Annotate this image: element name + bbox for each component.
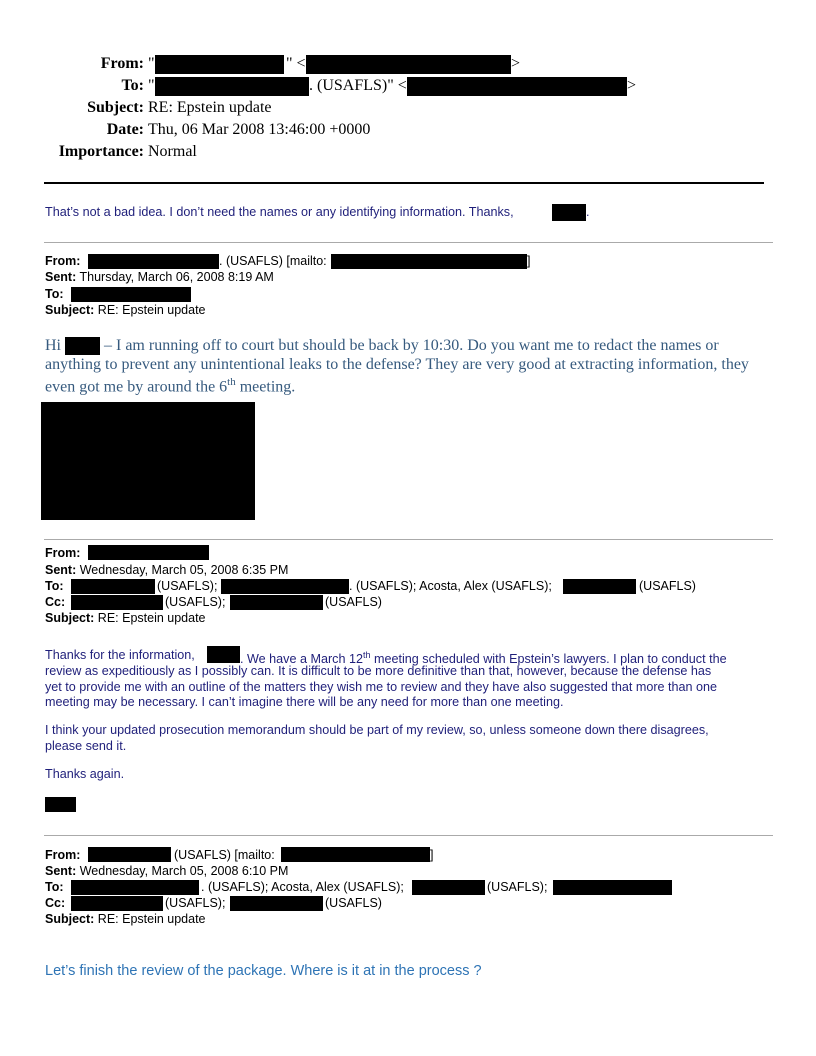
redaction-bar (71, 896, 163, 911)
body-line: even got me by around the 6th meeting. (45, 376, 296, 396)
to-quote-open: " (148, 77, 155, 94)
message-divider (44, 835, 773, 836)
importance-label: Importance: (58, 143, 144, 160)
redaction-bar (552, 204, 586, 221)
from-quote-open: " (148, 55, 155, 72)
message-divider (44, 242, 773, 243)
header-divider (44, 182, 764, 184)
sent-label: Sent: (45, 864, 77, 878)
to-label: To: (45, 287, 64, 301)
redaction-bar (230, 896, 323, 911)
redaction-signature (45, 797, 76, 812)
message-divider (44, 539, 773, 540)
to-part: (USAFLS); (157, 579, 218, 593)
redaction-bar (331, 254, 527, 269)
body-line: anything to prevent any unintentional leaks to the defense? They are very good at extracting information, they (45, 356, 749, 373)
redaction-bar (553, 880, 672, 895)
redaction-bar (230, 595, 323, 610)
redaction-bar (71, 287, 191, 302)
body-line: yet to provide me with an outline of the matters they wish me to review and they have also suggested that more than one (45, 680, 718, 694)
redaction-bar (563, 579, 636, 594)
to-label: To: (121, 77, 144, 94)
body-line: – I am running off to court but should be back by 10:30. Do you want me to redact the names or (104, 337, 719, 354)
importance-value: Normal (148, 143, 197, 160)
body-line: Let’s finish the review of the package. Where is it at in the process ? (45, 963, 482, 979)
redaction-block (41, 402, 255, 520)
body-line: review as expeditiously as I possibly can. It is difficult to be more definitive than that, however, because the defense has (45, 664, 712, 678)
redaction-bar (306, 55, 511, 74)
to-part: . (USAFLS); Acosta, Alex (USAFLS); (349, 579, 552, 593)
cc-label: Cc: (45, 595, 66, 609)
cc-part: (USAFLS) (325, 896, 382, 910)
subject-value: RE: Epstein update (97, 912, 206, 926)
redaction-bar (281, 847, 430, 862)
from-label: From: (45, 848, 81, 862)
redaction-bar (71, 579, 155, 594)
redaction-bar (207, 646, 240, 663)
from-label: From: (45, 546, 81, 560)
to-part: (USAFLS) (639, 579, 696, 593)
redaction-bar (155, 55, 284, 74)
reply-text-end: . (586, 205, 590, 219)
redaction-bar (88, 847, 171, 862)
to-label: To: (45, 579, 64, 593)
body-line: . We have a March 12th meeting scheduled with Epstein’s lawyers. I plan to conduct the (240, 650, 727, 667)
subject-value: RE: Epstein update (148, 99, 272, 116)
redaction-bar (71, 595, 163, 610)
redaction-bar (155, 77, 309, 96)
from-value: . (USAFLS) [mailto: (219, 254, 327, 268)
subject-value: RE: Epstein update (97, 611, 206, 625)
body-line: meeting may be necessary. I can’t imagine there will be any need for more than one meeting. (45, 695, 564, 709)
date-label: Date: (106, 121, 144, 138)
sent-label: Sent: (45, 270, 77, 284)
sent-label: Sent: (45, 563, 77, 577)
from-label: From: (100, 55, 144, 72)
redaction-bar (88, 254, 219, 269)
to-mid: . (USAFLS)" < (309, 77, 407, 94)
subject-label: Subject: (45, 912, 95, 926)
cc-part: (USAFLS) (325, 595, 382, 609)
sent-value: Wednesday, March 05, 2008 6:35 PM (79, 563, 289, 577)
redaction-bar (221, 579, 349, 594)
from-label: From: (45, 254, 81, 268)
subject-label: Subject: (87, 99, 144, 116)
body-line: Thanks for the information, (45, 648, 195, 662)
subject-label: Subject: (45, 303, 95, 317)
body-line: Thanks again. (45, 767, 125, 781)
from-bracket: ] (527, 254, 531, 268)
from-bracket: ] (430, 848, 434, 862)
cc-part: (USAFLS); (165, 595, 226, 609)
reply-text: That’s not a bad idea. I don’t need the names or any identifying information. Thanks, (45, 205, 514, 219)
to-part: . (USAFLS); Acosta, Alex (USAFLS); (201, 880, 404, 894)
body-greeting: Hi (45, 337, 61, 354)
from-quote-close: " < (286, 55, 306, 72)
body-line: I think your updated prosecution memorandum should be part of my review, so, unless someone down there disagrees, (45, 723, 709, 737)
redaction-bar (71, 880, 199, 895)
from-value: (USAFLS) [mailto: (174, 848, 275, 862)
sent-value: Thursday, March 06, 2008 8:19 AM (79, 270, 274, 284)
subject-label: Subject: (45, 611, 95, 625)
body-line: please send it. (45, 739, 127, 753)
to-part: (USAFLS); (487, 880, 548, 894)
sent-value: Wednesday, March 05, 2008 6:10 PM (79, 864, 289, 878)
date-value: Thu, 06 Mar 2008 13:46:00 +0000 (148, 121, 371, 138)
redaction-bar (412, 880, 485, 895)
cc-part: (USAFLS); (165, 896, 226, 910)
redaction-bar (88, 545, 209, 560)
redaction-bar (407, 77, 627, 96)
from-bracket-close: > (511, 55, 521, 72)
to-bracket-close: > (627, 77, 637, 94)
to-label: To: (45, 880, 64, 894)
redaction-bar (65, 337, 100, 355)
subject-value: RE: Epstein update (97, 303, 206, 317)
cc-label: Cc: (45, 896, 66, 910)
